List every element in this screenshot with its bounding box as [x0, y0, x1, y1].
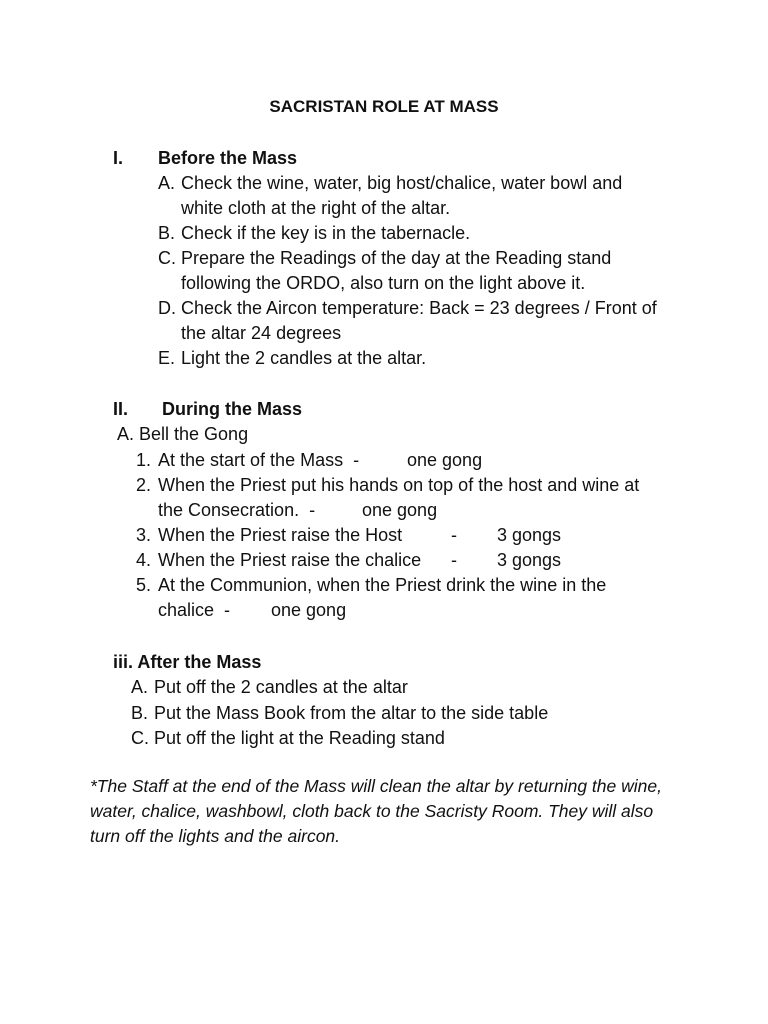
list-item-text: Prepare the Readings of the day at the Reading stand: [181, 248, 612, 268]
list-item-text: the altar 24 degrees: [181, 323, 342, 343]
list-item-marker: 1.: [136, 450, 152, 470]
gong-count: one gong: [407, 450, 483, 470]
list-item-text: Check the Aircon temperature: Back = 23 degrees / Front of: [181, 298, 657, 318]
list-item-text: chalice -: [158, 600, 231, 620]
section-1-heading: Before the Mass: [158, 148, 298, 168]
list-item-text: Put off the 2 candles at the altar: [154, 677, 408, 697]
list-item-text: Put the Mass Book from the altar to the side table: [154, 703, 549, 723]
list-item-text: Check the wine, water, big host/chalice, water bowl and: [181, 173, 623, 193]
gong-count: 3 gongs: [497, 525, 562, 545]
list-item-marker: 3.: [136, 525, 152, 545]
list-item-marker: C.: [131, 728, 149, 748]
list-item-text: Light the 2 candles at the altar.: [181, 348, 427, 368]
list-item-marker: 4.: [136, 550, 152, 570]
section-2-numeral: II.: [113, 399, 129, 419]
list-item-marker: D.: [158, 298, 176, 318]
gong-count: one gong: [362, 500, 438, 520]
section-2-heading: During the Mass: [162, 399, 303, 419]
list-item-text: When the Priest raise the Host: [158, 525, 403, 545]
subsection-heading: A. Bell the Gong: [117, 424, 249, 444]
list-item-text: When the Priest raise the chalice: [158, 550, 422, 570]
list-item-marker: B.: [131, 703, 149, 723]
section-1-numeral: I.: [113, 148, 124, 168]
list-item-marker: C.: [158, 248, 176, 268]
section-3-heading: iii. After the Mass: [113, 652, 262, 672]
list-item-text: white cloth at the right of the altar.: [181, 198, 451, 218]
list-item-text: the Consecration. -: [158, 500, 316, 520]
list-item-text: Put off the light at the Reading stand: [154, 728, 445, 748]
gong-count: one gong: [271, 600, 347, 620]
gong-count: 3 gongs: [497, 550, 562, 570]
list-item-marker: 5.: [136, 575, 152, 595]
list-item-text: At the Communion, when the Priest drink the wine in the: [158, 575, 607, 595]
dash: -: [451, 550, 457, 570]
list-item-text: following the ORDO, also turn on the light above it.: [181, 273, 586, 293]
list-item-marker: 2.: [136, 475, 152, 495]
page-title: SACRISTAN ROLE AT MASS: [269, 97, 499, 116]
list-item-text: At the start of the Mass -: [158, 450, 360, 470]
list-item-text: Check if the key is in the tabernacle.: [181, 223, 471, 243]
list-item-text: When the Priest put his hands on top of the host and wine at: [158, 475, 640, 495]
list-item-marker: B.: [158, 223, 176, 243]
closing-note: *The Staff at the end of the Mass will clean the altar by returning the wine, water, chalice, washbowl, cloth back to the Sacristy Room. They will also turn off the lights and the aircon.: [90, 776, 662, 846]
list-item-marker: A.: [158, 173, 176, 193]
list-item-marker: E.: [158, 348, 176, 368]
dash: -: [451, 525, 457, 545]
list-item-marker: A.: [131, 677, 149, 697]
